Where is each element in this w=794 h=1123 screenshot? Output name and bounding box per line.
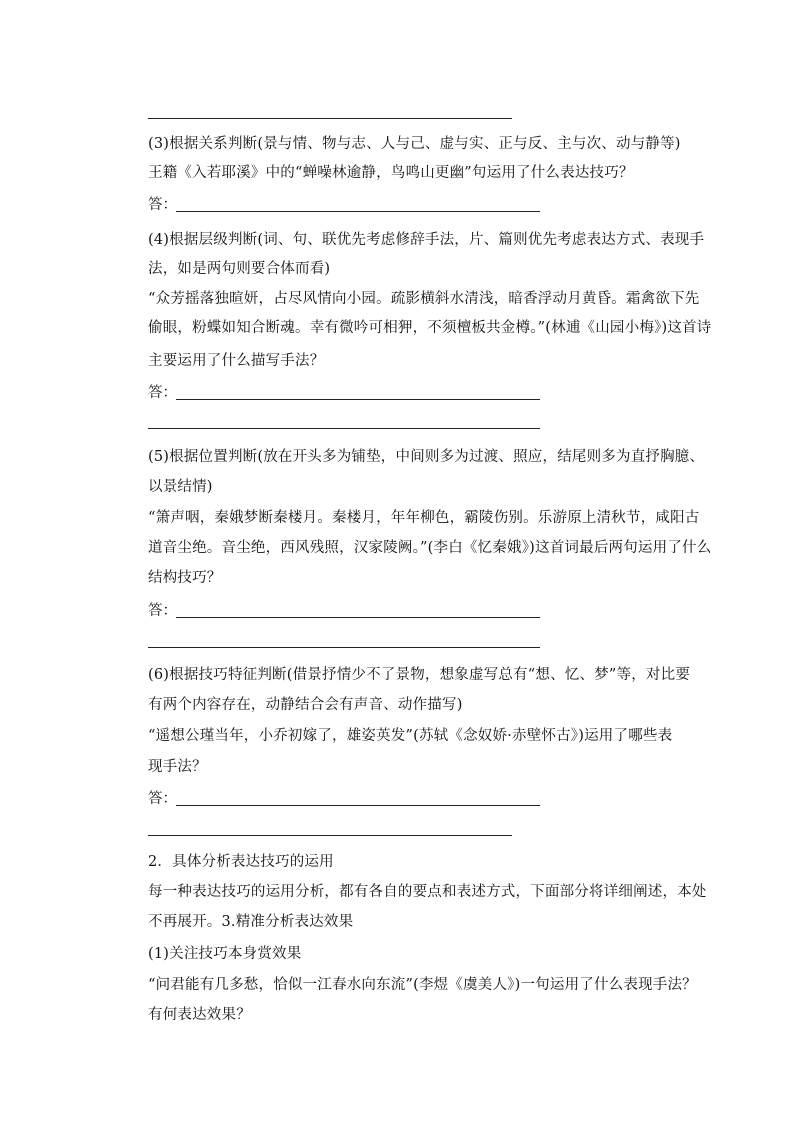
item6-poem-line2: 现手法？ [148, 759, 207, 775]
answer-blank-line [176, 399, 540, 400]
answer-label: 答： [148, 385, 177, 401]
answer-blank-line [148, 647, 540, 648]
item3-heading: (3)根据关系判断(景与情、物与志、人与己、虚与实、正与反、主与次、动与静等) [148, 136, 681, 152]
sub1-question-line1: “问君能有几多愁，恰似一江春水向东流”(李煜《虞美人》)一句运用了什么表现手法？ [148, 977, 697, 993]
item6-poem-line1: “遥想公瑾当年，小乔初嫁了，雄姿英发”(苏轼《念奴娇·赤壁怀古》)运用了哪些表 [148, 728, 673, 744]
sub1-heading: (1)关注技巧本身赏效果 [148, 946, 302, 962]
answer-label: 答： [148, 197, 177, 213]
item5-poem-line1: “箫声咽，秦娥梦断秦楼月。秦楼月，年年柳色，霸陵伤别。乐游原上清秋节，咸阳古 [148, 510, 700, 526]
item5-heading-line1: (5)根据位置判断(放在开头多为铺垫，中间则多为过渡、照应，结尾则多为直抒胸臆、 [148, 449, 705, 465]
sub1-question-line2: 有何表达效果？ [148, 1007, 251, 1023]
section2-text-line1: 每一种表达技巧的运用分析，都有各自的要点和表述方式，下面部分将详细阐述，本处 [148, 884, 707, 900]
item4-heading-line2: 法，如是两句则要合体而看) [148, 261, 331, 277]
item4-poem-line2: 偷眼，粉蝶如知合断魂。幸有微吟可相狎，不须檀板共金樽。”(林逋《山园小梅》)这首诗 [148, 320, 712, 336]
answer-blank-line [148, 835, 512, 836]
item5-poem-line3: 结构技巧？ [148, 570, 222, 586]
item6-heading-line2: 有两个内容存在，动静结合会有声音、动作描写) [148, 697, 463, 713]
item5-poem-line2: 道音尘绝。音尘绝，西风残照，汉家陵阙。”(李白《忆秦娥》)这首词最后两句运用了什么 [148, 540, 712, 556]
item4-poem-line3: 主要运用了什么描写手法？ [148, 353, 325, 369]
answer-label: 答： [148, 791, 177, 807]
answer-blank-line [148, 428, 540, 429]
item3-question: 王籍《入若耶溪》中的“蝉噪林逾静，鸟鸣山更幽”句运用了什么表达技巧？ [148, 165, 634, 181]
answer-blank-line [176, 805, 540, 806]
answer-blank-line [176, 617, 540, 618]
item6-heading-line1: (6)根据技巧特征判断(借景抒情少不了景物，想象虚写总有“想、忆、梦”等，对比要 [148, 667, 691, 683]
item5-heading-line2: 以景结情) [148, 479, 213, 495]
answer-blank-line [148, 118, 512, 119]
item4-heading-line1: (4)根据层级判断(词、句、联优先考虑修辞手法，片、篇则优先考虑表达方式、表现手 [148, 232, 705, 248]
answer-label: 答： [148, 603, 177, 619]
answer-blank-line [176, 211, 540, 212]
item4-poem-line1: “众芳摇落独暄妍，占尽风情向小园。疏影横斜水清浅，暗香浮动月黄昏。霜禽欲下先 [148, 291, 700, 307]
section2-text-line2: 不再展开。3.精准分析表达效果 [148, 914, 354, 930]
section2-title: 2．具体分析表达技巧的运用 [148, 854, 334, 870]
